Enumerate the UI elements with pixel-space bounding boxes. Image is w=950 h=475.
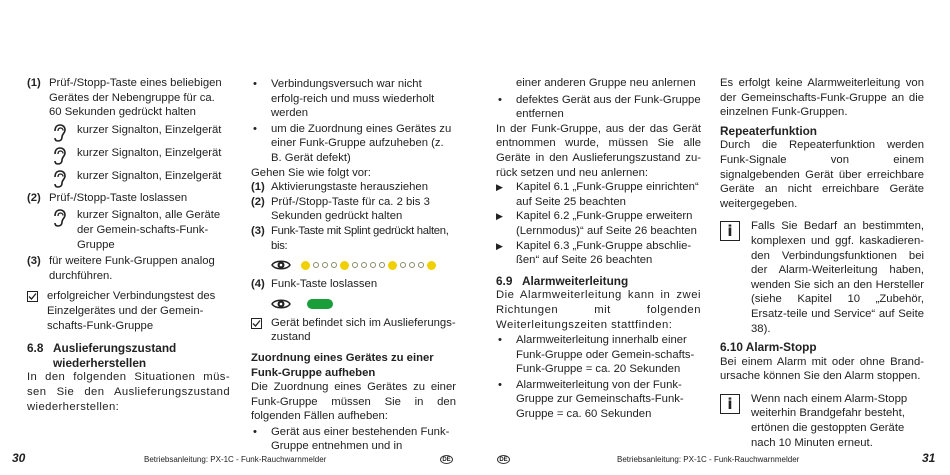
bullet-item: • Gerät aus einer bestehenden Funk-Gruppe entnehmen und in [251,425,456,454]
page-number-right: 31 [922,451,936,465]
bullet-item: • um die Zuordnung eines Gerätes zu einer Funk-Gruppe aufzuheben (z. B. Gerät defekt) [251,122,456,166]
led-off [331,262,337,268]
triangle-right-icon: ▶ [496,182,503,193]
result-line [27,289,230,333]
section-heading-6-10: 6.10 Alarm-Stopp [720,340,817,355]
led-off [370,262,376,268]
reference-item [496,209,701,238]
led-off [409,262,415,268]
step-1 [27,76,230,120]
signal-text: kurzer Signalton, Einzelgerät [77,123,222,136]
step-text: für weitere Funk-Gruppen analog durchführen. [49,255,215,282]
reference-link[interactable]: Kapitel 6.1 „Funk-Gruppe einrichten“ auf Seite 25 beachten [516,181,699,208]
info-icon: i [720,221,740,241]
blink-pattern [301,261,439,270]
reference-item [496,180,701,209]
led-green-bar [307,299,333,309]
step-3 [251,224,456,253]
paragraph: Die Zuordnung eines Gerätes zu einer Funk-Gruppe müssen Sie in den folgenden Fällen aufheben: [251,381,456,423]
language-badge-right: DE [497,455,510,464]
step-2 [251,195,456,224]
paragraph: Gehen Sie wie folgt vor: [251,166,371,179]
step-number: (2) [251,195,265,208]
bullet-item: • Alarmweiterleitung innerhalb einer Funk-Gruppe oder Gemein-schafts-Funk-Gruppe = ca. 20 Sekunden [496,333,701,377]
info-note [720,219,924,336]
led-off [379,262,385,268]
signal-line [51,169,230,189]
section-number: 6.8 [27,341,44,356]
led-on [427,261,436,270]
continued-text: einer anderen Gruppe neu anlernen [516,77,696,89]
bullet-text: defektes Gerät aus der Funk-Gruppe entfernen [516,93,701,121]
column-4 [720,76,924,450]
signal-text: kurzer Signalton, Einzelgerät [77,146,222,159]
led-off [361,262,367,268]
paragraph: In der Funk-Gruppe, aus der das Gerät entnommen wurde, müssen Sie alle Geräte in den Auslieferungszustand zu-rück setzen und neu anlernen: [496,122,701,179]
paragraph: Bei einem Alarm mit oder ohne Brand-ursache können Sie den Alarm stoppen. [720,355,924,383]
result-line [251,316,456,345]
step-number: (3) [27,255,41,268]
led-on [388,261,397,270]
bullet-item: • Alarmweiterleitung von der Funk-Gruppe zur Gemeinschafts-Funk-Gruppe = ca. 60 Sekunden [496,378,701,422]
eye-icon [271,296,291,312]
page-number-left: 30 [12,451,26,465]
result-text: erfolgreicher Verbindungstest des Einzelgerätes und der Gemein-schafts-Funk-Gruppe [47,290,216,332]
paragraph: Es erfolgt keine Alarmweiterleitung von der Gemeinschafts-Funk-Gruppe an die einzelnen Funk-Gruppen. [720,77,924,119]
triangle-right-icon: ▶ [496,211,503,222]
signal-line [51,208,230,252]
led-on [301,261,310,270]
step-number: (4) [251,278,265,291]
step-4 [251,277,456,292]
ear-icon [51,123,67,143]
led-sequence [271,257,456,273]
subheading: Repeaterfunktion [720,123,818,138]
bullet-text: Alarmweiterleitung von der Funk-Gruppe zur Gemeinschafts-Funk-Gruppe = ca. 60 Sekunden [516,378,684,421]
bullet-item: • Verbindungsversuch war nicht erfolg-reich und muss wiederholt werden [251,77,456,121]
step-text: Prüf-/Stopp-Taste loslassen [49,191,188,204]
bullet-text: Alarmweiterleitung innerhalb einer Funk-Gruppe oder Gemein-schafts-Funk-Gruppe = ca. 20 Sekunden [516,334,695,376]
reference-item [496,239,701,268]
led-on [340,261,349,270]
column-3 [496,76,701,422]
bullet-text: Verbindungsversuch war nicht erfolg-reich und muss wiederholt werden [271,78,435,120]
subheading: Zuordnung eines Gerätes zu einer Funk-Gruppe aufheben [251,351,434,379]
language-badge-left: DE [440,455,453,464]
section-title: Alarmweiterleitung [522,273,629,288]
result-text: Gerät befindet sich im Auslieferungs-zustand [271,316,456,344]
signal-text: kurzer Signalton, alle Geräte der Gemein-schafts-Funk-Gruppe [77,209,221,251]
step-text: Funk-Taste mit Splint gedrückt halten, bis: [271,224,449,252]
paragraph: Durch die Repeaterfunktion werden Funk-Signale von einem signalgebenden Gerät über erreichbare Geräte an nicht erreichbare Geräte weitergegeben. [720,139,924,210]
step-1 [251,180,456,195]
bullet-item: • defektes Gerät aus der Funk-Gruppe entfernen [498,93,701,121]
step-number: (1) [27,77,41,89]
section-heading-6-8 [27,341,230,370]
step-number: (1) [251,181,265,194]
column-1 [27,76,230,414]
step-number: (3) [251,224,265,237]
checkbox-icon [27,291,38,302]
signal-text: kurzer Signalton, Einzelgerät [77,169,222,182]
led-off [400,262,406,268]
eye-icon [271,257,291,273]
step-text: Funk-Taste loslassen [271,278,378,291]
footer-right: Betriebsanleitung: PX-1C - Funk-Rauchwarnmelder [617,455,800,464]
paragraph: Die Alarmweiterleitung kann in zwei Richtungen mit folgenden Weiterleitungszeiten stattfinden: [496,289,701,331]
triangle-right-icon: ▶ [496,240,503,251]
step-text: Aktivierungstaste herausziehen [271,181,428,194]
step-2 [27,191,230,206]
signal-line [51,146,230,166]
info-text: Falls Sie Bedarf an bestimmten, komplexen und ggf. kaskadieren-den Verbindungsfunktionen bei der Alarm-Weiterleitung haben, wenden Sie sich an den Hersteller (siehe Kapitel 10 „Zubehör, Ersatz-teile und Service“ auf Seite 38). [751,220,924,335]
led-off [313,262,319,268]
ear-icon [51,169,67,189]
led-off [352,262,358,268]
step-text: Prüf-/Stopp-Taste eines beliebigen Gerätes der Nebengruppe für ca. 60 Sekunden gedrückt halten [49,77,222,119]
section-title: Auslieferungszustand wiederherstellen [53,341,177,370]
bullet-text: um die Zuordnung eines Gerätes zu einer Funk-Gruppe aufzuheben (z. B. Gerät defekt) [271,122,452,164]
section-number: 6.9 [496,273,513,288]
footer-left: Betriebsanleitung: PX-1C - Funk-Rauchwarnmelder [144,455,327,464]
section-heading-6-9 [496,274,701,289]
step-number: (2) [27,191,41,204]
led-indicator [271,296,456,312]
step-text: Prüf-/Stopp-Taste für ca. 2 bis 3 Sekunden gedrückt halten [271,195,430,223]
led-off [322,262,328,268]
reference-link[interactable]: Kapitel 6.3 „Funk-Gruppe abschlie-ßen“ auf Seite 26 beachten [516,239,692,267]
paragraph: In den folgenden Situationen müs-sen Sie den Auslieferungszustand wiederherstellen: [27,371,230,413]
bullet-text: Gerät aus einer bestehenden Funk-Gruppe entnehmen und in [271,425,450,453]
info-note [720,392,924,450]
info-icon: i [720,394,740,414]
info-text: Wenn nach einem Alarm-Stopp weiterhin Brandgefahr besteht, ertönen die gestoppten Geräte nach 10 Minuten erneut. [751,392,908,449]
signal-line [51,123,230,143]
ear-icon [51,146,67,166]
step-3 [27,254,230,283]
column-2 [251,76,456,454]
reference-link[interactable]: Kapitel 6.2 „Funk-Gruppe erweitern (Lernmodus)“ auf Seite 26 beachten [516,210,697,237]
ear-icon [51,208,67,228]
led-off [418,262,424,268]
checkbox-icon [251,318,262,329]
